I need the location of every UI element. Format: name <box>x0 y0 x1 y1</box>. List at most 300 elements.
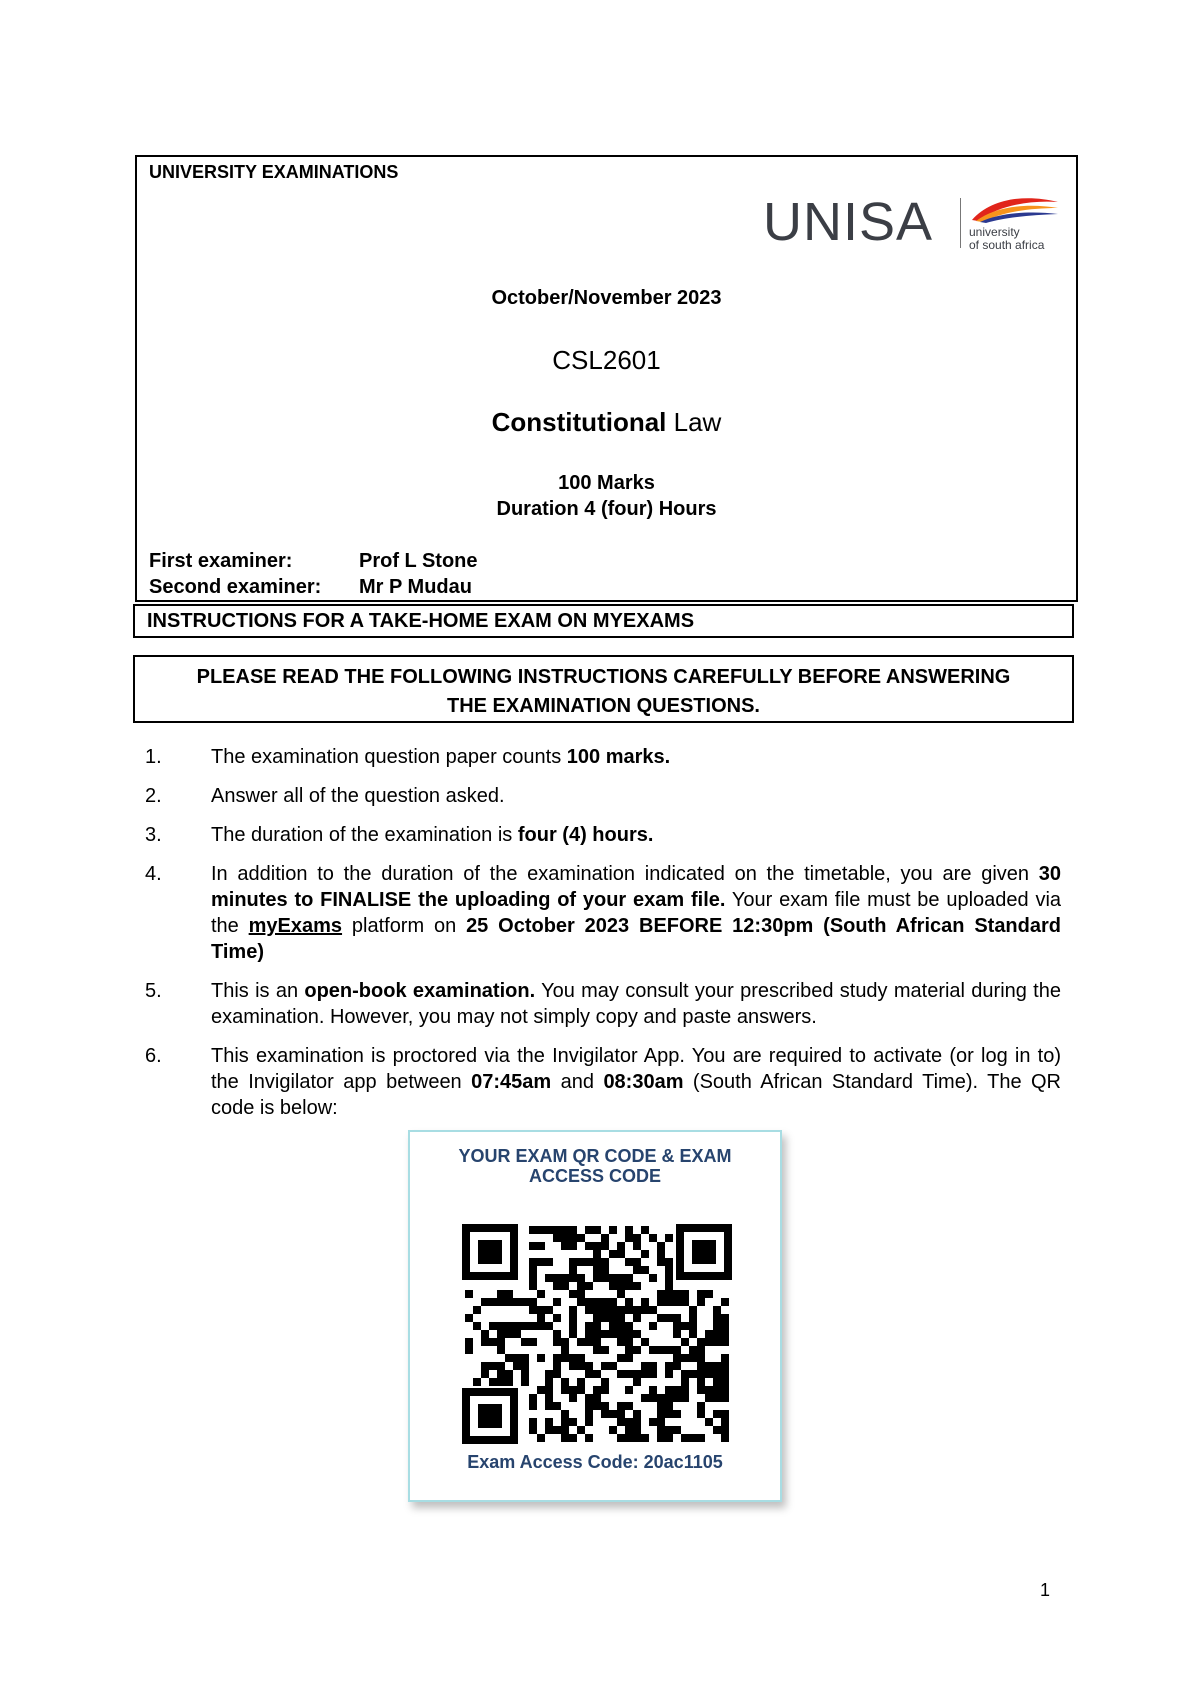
qr-module <box>697 1378 705 1386</box>
qr-module <box>665 1410 673 1418</box>
qr-module <box>529 1338 537 1346</box>
qr-module <box>617 1330 625 1338</box>
qr-module <box>537 1354 545 1362</box>
qr-module <box>545 1322 553 1330</box>
qr-module <box>481 1330 489 1338</box>
qr-code-card <box>408 1130 782 1502</box>
qr-module <box>553 1338 561 1346</box>
qr-module <box>697 1346 705 1354</box>
qr-module <box>633 1258 641 1266</box>
module-title-bold: Constitutional <box>491 407 667 437</box>
exam-duration: Duration 4 (four) Hours <box>496 498 717 520</box>
qr-module <box>681 1434 689 1442</box>
qr-module <box>545 1378 553 1386</box>
qr-module <box>497 1346 505 1354</box>
qr-module <box>489 1378 497 1386</box>
qr-module <box>641 1226 649 1234</box>
qr-module <box>633 1434 641 1442</box>
qr-module <box>721 1314 729 1322</box>
qr-module <box>489 1362 497 1370</box>
qr-module <box>529 1426 537 1434</box>
qr-module <box>657 1434 665 1442</box>
qr-module <box>601 1242 609 1250</box>
qr-module <box>465 1338 473 1346</box>
qr-module <box>497 1330 505 1338</box>
qr-module <box>697 1410 705 1418</box>
qr-module <box>625 1402 633 1410</box>
qr-module <box>641 1298 649 1306</box>
page-number: 1 <box>1040 1580 1051 1600</box>
qr-module <box>465 1290 473 1298</box>
qr-module <box>569 1290 577 1298</box>
qr-module <box>593 1314 601 1322</box>
qr-module <box>689 1434 697 1442</box>
qr-module <box>713 1322 721 1330</box>
qr-module <box>665 1370 673 1378</box>
qr-module <box>561 1234 569 1242</box>
qr-module <box>665 1386 673 1394</box>
qr-module <box>601 1378 609 1386</box>
qr-module <box>505 1354 513 1362</box>
qr-module <box>601 1362 609 1370</box>
qr-module <box>585 1322 593 1330</box>
qr-module <box>641 1266 649 1274</box>
qr-title-line1: YOUR EXAM QR CODE & EXAM <box>458 1146 732 1166</box>
qr-module <box>569 1362 577 1370</box>
qr-module <box>465 1314 473 1322</box>
qr-module <box>609 1282 617 1290</box>
item-text: Answer all of the question asked. <box>211 785 505 807</box>
qr-module <box>665 1402 673 1410</box>
item-text: In addition to the duration of the examination indicated on the timetable, you are given 30 minutes to FINALISE the uploading of your exam file. Your exam file must be uploaded via the myExams platform on 25 October 2023 BEFORE 12:30pm (South African Standard Time) <box>211 863 1062 963</box>
qr-module <box>529 1298 537 1306</box>
first-examiner-label: First examiner: <box>149 550 293 572</box>
qr-module <box>705 1386 713 1394</box>
qr-module <box>481 1298 489 1306</box>
qr-module <box>681 1322 689 1330</box>
qr-module <box>569 1322 577 1330</box>
qr-module <box>721 1394 729 1402</box>
qr-module <box>601 1386 609 1394</box>
qr-module <box>601 1402 609 1410</box>
qr-module <box>681 1290 689 1298</box>
qr-module <box>553 1354 561 1362</box>
qr-module <box>689 1346 697 1354</box>
qr-module <box>673 1426 681 1434</box>
qr-module <box>601 1266 609 1274</box>
qr-module <box>633 1266 641 1274</box>
qr-module <box>681 1298 689 1306</box>
qr-module <box>681 1386 689 1394</box>
qr-module <box>497 1378 505 1386</box>
qr-module <box>529 1274 537 1282</box>
item-text: The duration of the examination is four (4) hours. <box>211 824 654 846</box>
qr-module <box>721 1418 729 1426</box>
qr-module <box>681 1354 689 1362</box>
qr-module <box>713 1394 721 1402</box>
qr-module <box>553 1330 561 1338</box>
qr-module <box>593 1330 601 1338</box>
qr-module <box>593 1370 601 1378</box>
qr-module <box>649 1370 657 1378</box>
second-examiner-row <box>149 576 472 599</box>
qr-module <box>625 1234 633 1242</box>
qr-module <box>673 1346 681 1354</box>
qr-module <box>529 1266 537 1274</box>
qr-module <box>529 1282 537 1290</box>
qr-module <box>649 1362 657 1370</box>
qr-module <box>689 1322 697 1330</box>
qr-module <box>537 1258 545 1266</box>
qr-module <box>625 1338 633 1346</box>
qr-module <box>665 1290 673 1298</box>
qr-module <box>497 1298 505 1306</box>
qr-module <box>601 1298 609 1306</box>
qr-module <box>665 1346 673 1354</box>
qr-title-line2: ACCESS CODE <box>528 1166 662 1186</box>
qr-module <box>593 1266 601 1274</box>
exam-header-box <box>135 155 1078 602</box>
qr-module <box>505 1378 513 1386</box>
qr-module <box>697 1434 705 1442</box>
qr-module <box>705 1362 713 1370</box>
qr-module <box>649 1394 657 1402</box>
qr-module <box>585 1418 593 1426</box>
qr-module <box>697 1290 705 1298</box>
qr-module <box>617 1274 625 1282</box>
qr-module <box>673 1362 681 1370</box>
qr-module <box>657 1298 665 1306</box>
qr-module <box>641 1362 649 1370</box>
qr-module <box>593 1386 601 1394</box>
qr-module <box>593 1306 601 1314</box>
qr-module <box>577 1234 585 1242</box>
qr-module <box>561 1426 569 1434</box>
qr-module <box>473 1306 481 1314</box>
qr-module <box>545 1386 553 1394</box>
qr-module <box>593 1226 601 1234</box>
qr-module <box>617 1322 625 1330</box>
qr-module <box>609 1322 617 1330</box>
qr-module <box>697 1354 705 1362</box>
qr-module <box>553 1226 561 1234</box>
qr-module <box>601 1274 609 1282</box>
qr-module <box>593 1346 601 1354</box>
qr-module <box>593 1298 601 1306</box>
myexams-link[interactable]: myExams <box>248 915 343 937</box>
qr-module <box>625 1426 633 1434</box>
qr-module <box>713 1306 721 1314</box>
qr-module <box>593 1402 601 1410</box>
qr-module <box>497 1322 505 1330</box>
qr-module <box>521 1298 529 1306</box>
qr-module <box>529 1394 537 1402</box>
qr-module <box>569 1226 577 1234</box>
qr-module <box>609 1250 617 1258</box>
qr-module <box>689 1354 697 1362</box>
module-title-rest: Law <box>673 407 722 437</box>
qr-module <box>601 1306 609 1314</box>
qr-module <box>625 1370 633 1378</box>
logo-subtitle <box>969 226 1044 252</box>
item-number: 1. <box>145 746 162 768</box>
qr-module <box>625 1226 633 1234</box>
qr-module <box>585 1330 593 1338</box>
qr-module <box>505 1298 513 1306</box>
qr-module <box>577 1378 585 1386</box>
qr-module <box>585 1402 593 1410</box>
read-carefully-notice <box>133 655 1074 723</box>
qr-module <box>561 1274 569 1282</box>
qr-module <box>649 1386 657 1394</box>
qr-module <box>497 1370 505 1378</box>
qr-module <box>633 1378 641 1386</box>
qr-module <box>481 1338 489 1346</box>
qr-module <box>625 1354 633 1362</box>
qr-module <box>545 1258 553 1266</box>
qr-module <box>633 1426 641 1434</box>
qr-code-icon <box>462 1224 732 1444</box>
qr-module <box>561 1434 569 1442</box>
qr-module <box>609 1362 617 1370</box>
qr-module <box>569 1434 577 1442</box>
qr-module <box>513 1354 521 1362</box>
qr-module <box>609 1314 617 1322</box>
qr-module <box>657 1314 665 1322</box>
qr-module <box>569 1266 577 1274</box>
qr-module <box>657 1410 665 1418</box>
qr-module <box>545 1418 553 1426</box>
qr-module <box>601 1346 609 1354</box>
exam-session: October/November 2023 <box>491 287 722 309</box>
qr-module <box>649 1346 657 1354</box>
qr-module <box>721 1434 729 1442</box>
qr-module <box>649 1322 657 1330</box>
qr-module <box>609 1306 617 1314</box>
qr-module <box>593 1338 601 1346</box>
qr-module <box>561 1354 569 1362</box>
qr-module <box>537 1290 545 1298</box>
qr-module <box>577 1338 585 1346</box>
qr-module <box>537 1386 545 1394</box>
qr-module <box>697 1386 705 1394</box>
qr-module <box>497 1362 505 1370</box>
qr-module <box>545 1394 553 1402</box>
qr-module <box>617 1434 625 1442</box>
qr-module <box>721 1354 729 1362</box>
qr-module <box>617 1402 625 1410</box>
qr-module <box>625 1258 633 1266</box>
qr-module <box>649 1274 657 1282</box>
qr-module <box>705 1290 713 1298</box>
qr-module <box>569 1274 577 1282</box>
qr-module <box>537 1226 545 1234</box>
qr-module <box>617 1290 625 1298</box>
qr-module <box>553 1234 561 1242</box>
qr-module <box>681 1370 689 1378</box>
instructions-heading: INSTRUCTIONS FOR A TAKE-HOME EXAM ON MYEXAMS <box>133 604 1074 638</box>
qr-module <box>665 1234 673 1242</box>
qr-module <box>553 1274 561 1282</box>
qr-module <box>665 1426 673 1434</box>
qr-module <box>553 1314 561 1322</box>
qr-module <box>585 1282 593 1290</box>
qr-module <box>537 1314 545 1322</box>
qr-module <box>721 1298 729 1306</box>
qr-module <box>585 1258 593 1266</box>
qr-module <box>633 1314 641 1322</box>
qr-module <box>625 1298 633 1306</box>
qr-module <box>697 1370 705 1378</box>
qr-module <box>609 1226 617 1234</box>
qr-module <box>633 1306 641 1314</box>
qr-module <box>561 1346 569 1354</box>
item-number: 3. <box>145 824 162 846</box>
qr-module <box>713 1378 721 1386</box>
qr-module <box>713 1362 721 1370</box>
qr-module <box>585 1338 593 1346</box>
qr-module <box>521 1370 529 1378</box>
qr-module <box>585 1370 593 1378</box>
qr-module <box>713 1370 721 1378</box>
qr-module <box>601 1314 609 1322</box>
qr-module <box>593 1274 601 1282</box>
qr-module <box>625 1322 633 1330</box>
qr-module <box>641 1338 649 1346</box>
qr-module <box>585 1242 593 1250</box>
qr-module <box>625 1330 633 1338</box>
qr-module <box>641 1306 649 1314</box>
qr-module <box>665 1298 673 1306</box>
qr-module <box>721 1322 729 1330</box>
qr-module <box>513 1330 521 1338</box>
qr-module <box>705 1330 713 1338</box>
qr-module <box>673 1322 681 1330</box>
qr-module <box>713 1386 721 1394</box>
qr-module <box>665 1434 673 1442</box>
qr-module <box>601 1258 609 1266</box>
qr-module <box>665 1258 673 1266</box>
qr-module <box>705 1338 713 1346</box>
qr-module <box>593 1322 601 1330</box>
qr-module <box>617 1242 625 1250</box>
logo-sub-line1: university <box>969 225 1020 239</box>
logo-word: UNISA <box>763 192 934 252</box>
qr-module <box>489 1338 497 1346</box>
qr-module <box>625 1434 633 1442</box>
qr-module <box>657 1258 665 1266</box>
qr-module <box>681 1378 689 1386</box>
qr-module <box>609 1330 617 1338</box>
module-code: CSL2601 <box>552 345 661 375</box>
qr-module <box>673 1354 681 1362</box>
qr-module <box>577 1258 585 1266</box>
qr-module <box>673 1290 681 1298</box>
qr-module <box>673 1410 681 1418</box>
qr-module <box>585 1394 593 1402</box>
qr-module <box>577 1426 585 1434</box>
qr-module <box>657 1290 665 1298</box>
qr-module <box>721 1426 729 1434</box>
qr-module <box>649 1306 657 1314</box>
qr-module <box>529 1322 537 1330</box>
qr-module <box>569 1234 577 1242</box>
qr-module <box>585 1434 593 1442</box>
logo-sub-line2: of south africa <box>969 238 1045 252</box>
qr-module <box>569 1330 577 1338</box>
qr-module <box>609 1426 617 1434</box>
qr-module <box>625 1418 633 1426</box>
item-number: 5. <box>145 980 162 1002</box>
qr-module <box>545 1274 553 1282</box>
qr-module <box>689 1330 697 1338</box>
qr-module <box>665 1314 673 1322</box>
qr-module <box>609 1410 617 1418</box>
qr-module <box>513 1322 521 1330</box>
qr-module <box>721 1338 729 1346</box>
qr-module <box>577 1274 585 1282</box>
qr-module <box>617 1370 625 1378</box>
qr-module <box>625 1306 633 1314</box>
qr-module <box>633 1410 641 1418</box>
qr-module <box>633 1346 641 1354</box>
qr-module <box>633 1330 641 1338</box>
qr-module <box>481 1370 489 1378</box>
qr-module <box>553 1298 561 1306</box>
qr-module <box>665 1394 673 1402</box>
item-number: 2. <box>145 785 162 807</box>
qr-module <box>569 1306 577 1314</box>
qr-module <box>609 1298 617 1306</box>
qr-card-title <box>410 1146 780 1186</box>
qr-module <box>721 1410 729 1418</box>
qr-module <box>721 1386 729 1394</box>
qr-module <box>505 1290 513 1298</box>
qr-module <box>673 1298 681 1306</box>
qr-module <box>561 1226 569 1234</box>
qr-module <box>697 1402 705 1410</box>
qr-module <box>593 1250 601 1258</box>
qr-module <box>521 1362 529 1370</box>
qr-module <box>617 1282 625 1290</box>
qr-module <box>721 1362 729 1370</box>
qr-module <box>569 1258 577 1266</box>
qr-module <box>633 1370 641 1378</box>
second-examiner-label: Second examiner: <box>149 576 322 598</box>
qr-module <box>585 1410 593 1418</box>
qr-module <box>505 1330 513 1338</box>
qr-module <box>617 1354 625 1362</box>
qr-module <box>673 1330 681 1338</box>
qr-module <box>713 1330 721 1338</box>
exam-access-code: Exam Access Code: 20ac1105 <box>467 1452 723 1472</box>
qr-module <box>577 1290 585 1298</box>
qr-module <box>625 1346 633 1354</box>
qr-module <box>553 1282 561 1290</box>
item-number: 4. <box>145 863 162 885</box>
total-marks: 100 Marks <box>558 472 655 494</box>
module-title <box>137 407 1076 438</box>
qr-module <box>625 1386 633 1394</box>
qr-module <box>657 1394 665 1402</box>
item-text: This is an open-book examination. You may consult your prescribed study material during the examination. However, you may not simply copy and paste answers. <box>211 980 1061 1028</box>
qr-module <box>577 1386 585 1394</box>
qr-module <box>697 1298 705 1306</box>
qr-module <box>561 1418 569 1426</box>
qr-module <box>561 1242 569 1250</box>
qr-module <box>641 1394 649 1402</box>
qr-module <box>649 1418 657 1426</box>
